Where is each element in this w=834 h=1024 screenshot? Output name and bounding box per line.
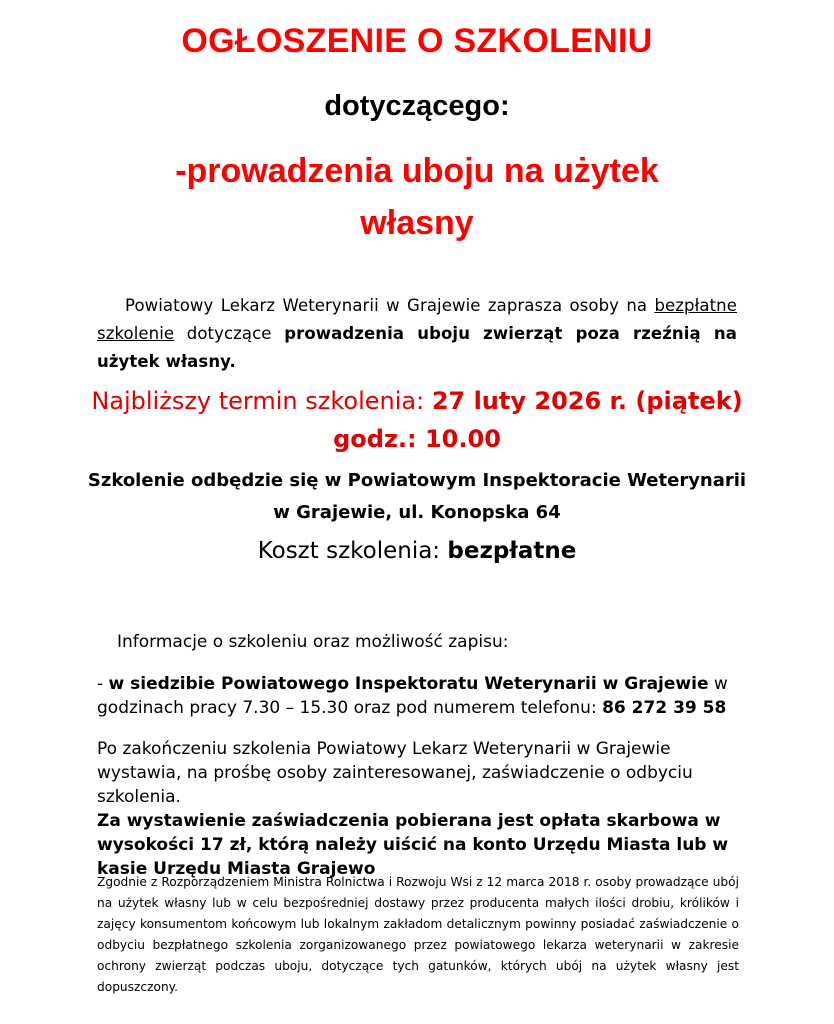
registration-phone: 86 272 39 58 [602, 698, 727, 718]
cost-value: bezpłatne [447, 538, 577, 564]
announcement-subtitle: dotyczącego: [324, 90, 510, 122]
cost-line [0, 538, 834, 564]
intro-text: Powiatowy Lekarz Weterynarii w Grajewie zaprasza osoby na [125, 296, 655, 315]
training-topic-line2: własny [360, 204, 474, 242]
location-block [0, 465, 834, 529]
training-topic [0, 145, 834, 249]
free-training-underlined: bezpłatne szkolenie [97, 296, 737, 343]
schedule-time: godz.: 10.00 [333, 425, 501, 453]
registration-prefix: - [97, 674, 109, 694]
training-topic-line1: -prowadzenia uboju na użytek [175, 152, 659, 190]
certificate-text: Po zakończeniu szkolenia Powiatowy Lekarz Weterynarii w Grajewie wystawia, na prośbę osoby zainteresowanej, zaświadczenie o odbyciu szkolenia. [97, 739, 693, 807]
intro-text-2: dotyczące [174, 324, 285, 343]
schedule-date: 27 luty 2026 r. (piątek) [431, 387, 743, 415]
legal-note: Zgodnie z Rozporządzeniem Ministra Rolnictwa i Rozwoju Wsi z 12 marca 2018 r. osoby prowadzące ubój na użytek własny lub w celu bezpośredniej dostawy przez producenta małych ilości drobiu, królików i zajęcy konsumentom końcowym lub lokalnym zakładom detalicznym powinny posiadać zaświadczenie o odbyciu bezpłatnego szkolenia zorganizowanego przez powiatowego lekarza weterynarii w zakresie ochrony zwierząt podczas uboju, dotyczące tych gatunków, których ubój na użytek własny jest dopuszczony. [97, 875, 739, 994]
location-line1: Szkolenie odbędzie się w Powiatowym Inspektoracie Weterynarii [87, 470, 747, 491]
registration-place: w siedzibie Powiatowego Inspektoratu Weterynarii w Grajewie [108, 674, 709, 694]
certificate-paragraph [97, 737, 757, 881]
announcement-title: OGŁOSZENIE O SZKOLENIU [181, 22, 653, 60]
intro-paragraph [97, 292, 737, 376]
cost-label: Koszt szkolenia: [257, 538, 448, 564]
schedule-label: Najbliższy termin szkolenia: [91, 387, 432, 415]
location-line2: w Grajewie, ul. Konopska 64 [273, 502, 561, 523]
schedule-block [0, 382, 834, 458]
registration-paragraph [97, 672, 757, 720]
intro-bold: prowadzenia uboju zwierząt poza rzeźnią na użytek własny. [97, 324, 737, 371]
certificate-fee: Za wystawienie zaświadczenia pobierana jest opłata skarbowa w wysokości 17 zł, którą należy uiścić na konto Urzędu Miasta lub w kasie Urzędu Miasta Grajewo [97, 811, 729, 879]
registration-heading: Informacje o szkoleniu oraz możliwość zapisu: [117, 632, 509, 652]
registration-hours: w godzinach pracy 7.30 – 15.30 oraz pod numerem telefonu: [97, 674, 728, 718]
